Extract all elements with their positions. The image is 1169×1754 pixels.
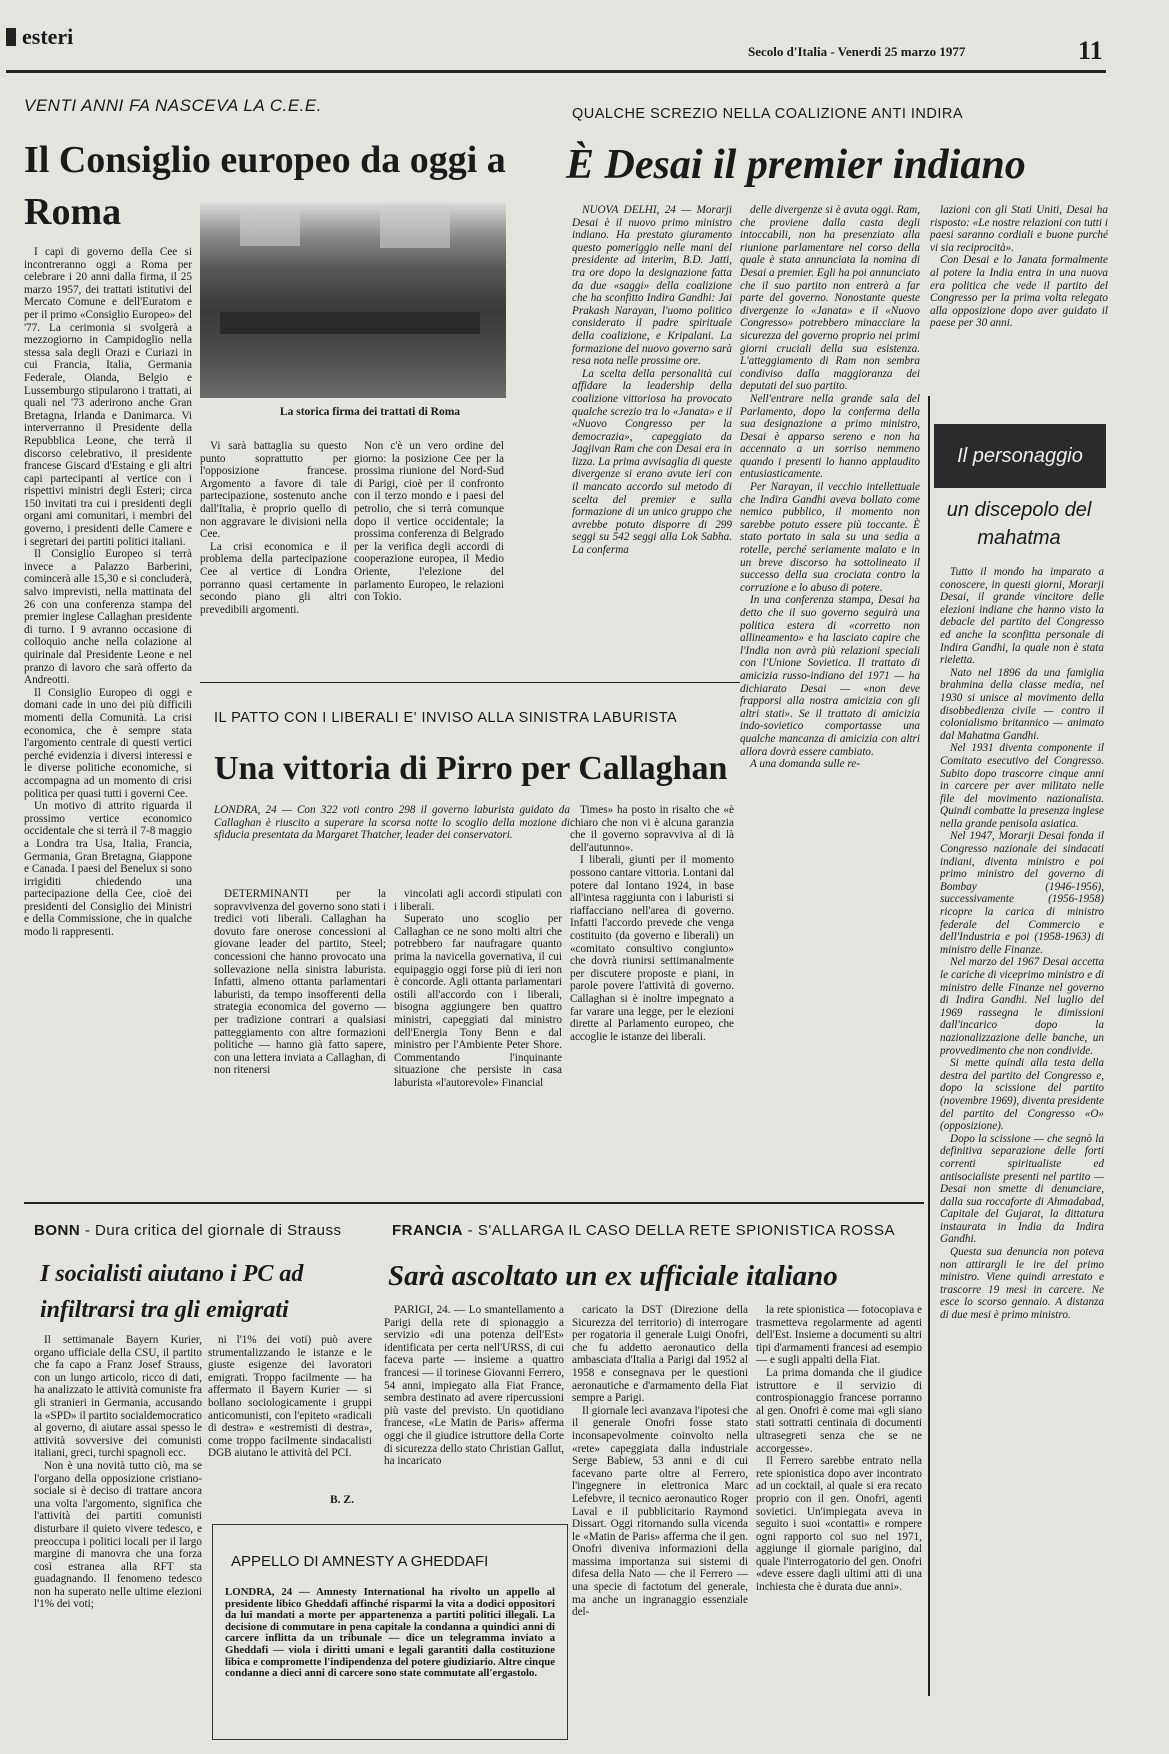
desai-column-3 [930, 204, 1108, 400]
cee-paragraph: Un motivo di attrito riguarda il prossimo vertice economico occidentale che si terrà il 7-8 maggio a Londra tra Usa, Italia, Francia, Germania, Gran Bretagna, Giappone e Canada. I paesi del Benelux si sono irrigiditi chiedendo una partecipazione della Cee, cioè dei presidenti del Consiglio dei Ministri e della Commissione, che in qualche modo li rappresenti. [24, 800, 192, 939]
personaggio-body [940, 566, 1104, 1696]
section-marker [6, 28, 16, 46]
desai-paragraph: lazioni con gli Stati Uniti, Desai ha risposto: «Le nostre relazioni con tutti i paesi saranno cordiali e buone purché vi sia reciprocità». [930, 204, 1108, 254]
sidebar-rule [928, 396, 930, 1696]
cee-paragraph: Il Consiglio Europeo di oggi e domani cade in uno dei più difficili momenti della Comunità. La crisi economica, che è sempre stata l'argomento centrale di questi vertici perché evidenzia i diversi interessi e le diverse politiche economiche, si accompagna ad un momento di crisi politica per quasi tutti i governi Cee. [24, 686, 192, 800]
bonn-paragraph: Il settimanale Bayern Kurier, organo ufficiale della CSU, il partito che fa capo a Franz Josef Strauss, con un lungo articolo, ricco di dati, ha analizzato le attività comuniste fra gli stranieri in Germania, accusando la «SPD» il partito socialdemocratico al governo, di aiutare assai spesso le attività sovversive dei comunisti italiani, greci, turchi spagnoli ecc. [34, 1334, 202, 1460]
cee-kicker: VENTI ANNI FA NASCEVA LA C.E.E. [24, 96, 322, 115]
photo-window [380, 206, 450, 248]
personaggio-paragraph: Nel 1931 diventa componente il Comitato esecutivo del Congresso. Subito dopo trascorre cinque anni in carcere per aver militato nelle file del movimento nazionalista. Quindi combatte la presenza inglese nella grande penisola asiatica. [940, 742, 1104, 830]
bonn-kicker-place: BONN [34, 1222, 81, 1239]
cee-photo-caption: La storica firma dei trattati di Roma [279, 406, 461, 418]
desai-column-2 [740, 204, 920, 1204]
francia-paragraph: PARIGI, 24. — Lo smantellamento a Parigi della rete di spionaggio a servizio «di una potenza dell'Est» identificata per certa nell'URSS, di cui faceva parte — insieme a quattro francesi — il torinese Giovanni Ferrero, 54 anni, impiegato alla Fiat France, sembra destinato ad avere ripercussioni più vaste del previsto. Un quotidiano francese, «Le Matin de Paris» afferma oggi che il giudice istruttore della Corte di sicurezza dello stato Christian Gallut, ha incaricato [384, 1304, 564, 1468]
desai-paragraph: NUOVA DELHI, 24 — Morarji Desai è il nuovo primo ministro indiano. Ha prestato giuramento questo pomeriggio nelle mani del presidente ad interim, B.D. Jatti, tra ore dopo la designazione fatta da due «saggi» della coalizione che ha sconfitto Indira Gandhi: Jai Prakash Narayan, l'uomo politico considerato il padre spirituale della coalizione, e Kripalani. La formazione del nuovo governo sarà resa nota nelle prossime ore. [572, 204, 732, 368]
bonn-column-1 [34, 1334, 202, 1740]
personaggio-paragraph: Nato nel 1896 da una famiglia brahmina della classe media, nel 1930 si unisce al movimento della disobbedienza civile — contro il colonialismo britannico — animato dal Mahatma Gandhi. [940, 666, 1104, 742]
bonn-paragraph: ni l'1% dei voti) può avere strumentalizzando le istanze e le giuste esigenze dei lavoratori emigrati. Troppo facilmente — ha affermato il Bayern Kurier — si bollano sociologicamente i gruppi anticomunisti, con l'epiteto «radicali di destra» e «estremisti di destra», come troppo facilmente sindacalisti DGB aiutano le attività del PCI. [208, 1334, 372, 1460]
francia-kicker [392, 1222, 895, 1239]
personaggio-paragraph: Nel marzo del 1967 Desai accetta le cariche di viceprimo ministro e di ministro delle Finanze nel governo di Indira Gandhi. Nel luglio del 1969 rassegna le dimissioni dall'incarico dopo la nazionalizzazione delle banche, un provvedimento che non condivide. [940, 956, 1104, 1057]
cee-headline: Il Consiglio europeo da oggi a Roma [24, 139, 506, 233]
francia-column-2 [572, 1304, 748, 1740]
callaghan-column-1 [214, 888, 386, 1194]
desai-paragraph: delle divergenze si è avuta oggi. Ram, che proviene dalla casta degli intoccabili, non ha presenziato alla riunione parlamentare nel corso della quale è stata annunciata la nomina di Desai a premier. Egli ha poi annunciato che il suo partito non entrerà a far parte del governo. Nonostante queste divergenze lo «Janata» e il «Nuovo Congresso» potrebbero minacciare la sicurezza del governo proprio nei primi giorni cruciali della sua esistenza. L'atteggiamento di Ram non sembra condiviso dalla maggioranza dei deputati del suo partito. [740, 204, 920, 393]
bonn-kicker-text: - Dura critica del giornale di Strauss [84, 1222, 342, 1239]
cee-column-3 [354, 440, 504, 670]
francia-paragraph: caricato la DST (Direzione della Sicurezza del territorio) di interrogare per rogatoria il generale Luigi Onofri, che fu addetto aeronautico della ambasciata d'Italia a Parigi dal 1952 al 1958 e consegnava per le questioni aeronautiche e d'armamento della Fiat sempre a Parigi. [572, 1304, 748, 1405]
bonn-kicker [34, 1222, 341, 1239]
francia-column-1 [384, 1304, 564, 1518]
desai-paragraph: La scelta della personalità cui affidare la leadership della coalizione vittoriosa ha provocato qualche screzio tra lo «Janata» e il «Nuovo Congresso per la democrazia», capeggiato da Jagjivan Ram che con Desai era in lizza. La prima avvisaglia di queste divergenze si erano avute ieri con il mancato accordo sul metodo di scelta del premier e sulla formazione di un unico gruppo che avrebbe potuto disporre di 299 seggi su 542 seggi alla Lok Sabha. La conferma [572, 367, 732, 557]
amnesty-box [212, 1524, 568, 1740]
cee-paragraph: La crisi economica e il problema della partecipazione Cee al vertice di Londra porranno quasi certamente in secondo piano gli altri prevedibili argomenti. [200, 540, 347, 616]
callaghan-paragraph: I liberali, giunti per il momento possono cantare vittoria. Lontani dal potere dal lontano 1924, in base all'intesa raggiunta con i laburisti si riaffacciano nell'area di governo. Infatti l'accordo prevede che venga costituito (da governo e liberali) un «comitato consultivo congiunto» che dovrà riunirsi settimanalmente per discutere proposte e piani, in parole povere l'attività di governo. Callaghan si è inoltre impegnato a far varare una legge, per le elezioni dirette al Parlamento europeo, che accoglie le istanze dei liberali. [570, 854, 734, 1043]
desai-paragraph: Con Desai e lo Janata formalmente al potere la India entra in una nuova era politica che vede il partito del Congresso per la prima volta relegato alla opposizione dopo aver guidato il paese per 30 anni. [930, 254, 1108, 330]
personaggio-tag: Il personaggio [934, 424, 1106, 488]
cee-paragraph: I capi di governo della Cee si incontreranno oggi a Roma per celebrare i 20 anni dalla firma, il 25 marzo 1957, dei trattati istitutivi del Mercato Comune e dell'Euratom e per il primo «Consiglio Europeo» del '77. La cerimonia si svolgerà a mezzogiorno in Campidoglio nella stessa sala degli Orazi e Curiazi in cui Francia, Italia, Germania Federale, Olanda, Belgio e Lussemburgo stipularono i trattati, ai quali nel '73 aderirono anche Gran Bretagna, Irlanda e Danimarca. Vi interverranno il Presidente della Repubblica Leone, che terrà il discorso celebrativo, il presidente francese Giscard d'Estaing e gli altri capi partecipanti al vertice con i rispettivi ministri degli Esteri; circa 150 invitati tra cui i presidenti degli organi ami comunitari, i membri del governo, i presidenti delle Camere e i segretari dei partiti politici italiani. [24, 246, 192, 548]
personaggio-title: un discepolo del mahatma [946, 499, 1092, 549]
desai-headline: È Desai il premier indiano [566, 142, 1026, 188]
desai-paragraph: In una conferenza stampa, Desai ha detto che il suo governo seguirà una politica estera di «corretto non allineamento» e ha lasciato capire che l'India non avrà più relazioni speciali con l'Unione Sovietica. Il trattato di amicizia russo-indiano del 1971 — ha dichiarato Desai — «non deve frapporsi alla nostra amicizia con gli altri stati». Se il trattato di amicizia indo-sovietico comportasse una qualche mancanza di amicizia con altri allora dovrà essere cambiato. [740, 594, 920, 758]
cee-column-1 [24, 246, 192, 1266]
callaghan-paragraph: DETERMINANTI per la sopravvivenza del governo sono stati i tredici voti liberali. Callaghan ha dovuto fare onerose concessioni al giovane leader del partito, Steel; concessioni che hanno provocato una sollevazione nella sinistra laburista. Infatti, almeno ottanta parlamentari laburisti, da tempo insofferenti della strategia economica del governo — per tradizione contrari a qualsiasi patteggiamento con altre formazioni politiche — hanno già fatto sapere, con una lettera inviata a Callaghan, di non ritenersi [214, 888, 386, 1077]
francia-kicker-place: FRANCIA [392, 1222, 463, 1239]
desai-paragraph: A una domanda sulle re- [750, 758, 861, 771]
callaghan-kicker: IL PATTO CON I LIBERALI E' INVISO ALLA SINISTRA LABURISTA [214, 710, 678, 726]
cee-paragraph: Vi sarà battaglia su questo punto soprattutto per l'opposizione francese. Argomento a favore di tale partecipazione, sostenuto anche dall'Italia, è proprio quello di non aggravare le divisioni nella Cee. [200, 440, 347, 541]
header-rule [6, 70, 1106, 73]
cee-paragraph: Non c'è un vero ordine del giorno: la posizione Cee per la prossima riunione del Nord-Sud di Parigi, cioè per il confronto con il terzo mondo e i paesi del petrolio, che si terrà comunque dopo il vertice occidentale; la prossima conferenza di Belgrado per la verifica degli accordi di cooperazione europea, il Medio Oriente, l'elezione del parlamento Europeo, le relazioni con Tokio. [354, 440, 504, 604]
callaghan-column-3 [570, 804, 734, 1194]
callaghan-paragraph: Superato uno scoglio per Callaghan ce ne sono molti altri che potrebbero far naufragare quanto prima la navicella governativa, il cui equipaggio oggi forse più di ieri non è concorde. Agli ottanta parlamentari ostili all'accordo con i liberali, bisogna aggiungere ben quattro ministri, capeggiati dal ministro dell'Energia Tony Benn e dal ministro per l'Ambiente Peter Shore. Commentando l'inquinante situazione che persiste in casa laburista «l'autorevole» Financial [394, 913, 562, 1089]
photo-table [220, 312, 480, 334]
callaghan-paragraph: Times» ha posto in risalto che «è chiaro che non vi è alcuna garanzia che il governo sopravviva al di là dell'autunno». [570, 804, 734, 854]
francia-kicker-text: - S'ALLARGA IL CASO DELLA RETE SPIONISTICA ROSSA [467, 1222, 895, 1239]
bonn-paragraph: Non è una novità tutto ciò, ma se l'organo della opposizione cristiano-sociale si è deciso di trattare ancora una volta l'argomento, significa che l'attività dei partiti comunisti disturbare il quieto vivere tedesco, e preoccupa i politici locali per il largo margine di manovra che una forza così estranea alla RFT sta guadagnando. Il fenomeno tedesco non ha superato nelle ultime elezioni l'1% dei voti; [34, 1459, 202, 1611]
francia-paragraph: Il Ferrero sarebbe entrato nella rete spionistica dopo aver incontrato ad un cocktail, al quale si era recato proprio con il gen. Onofri, agenti sovietici. Un'impiegata aveva in seguito i suoi «contatti» e rompere ogni rapporto col suo nel 1971, aggiunge il giornale parigino, dal quale l'interrogatorio del gen. Onofri «deve essere dagli ultimi atti di una inchiesta che è durata due anni». [756, 1455, 922, 1594]
cee-photo [200, 202, 506, 398]
francia-paragraph: Il giornale leci avanzava l'ipotesi che il generale Onofri fosse stato inconsapevolmente coinvolto nella «rete» capeggiata dalla industriale Serge Babiew, 53 anni e di cui facevano parte oltre al Ferrero, l'ingegnere in elettronica Marc Lefebvre, il tecnico aeronautico Roger Laval e il pubblicitario Raymond Dissart. Oggi ritornando sulla vicenda le «Matin de Paris» afferma che il gen. Onofri diveniva informazioni della massima importanza sui sistemi di difesa della Nato — che il Ferrero — una specie di factotum del generale, ma anche un ingranaggio essenziale del- [572, 1404, 748, 1619]
bonn-headline: I socialisti aiutano i PC ad infiltrarsi tra gli emigrati [40, 1261, 304, 1323]
amnesty-text: LONDRA, 24 — Amnesty International ha rivolto un appello al presidente libico Gheddafi affinché risparmi la vita a dodici oppositori da lui mandati a morte per appartenenza a partiti politici illegali. La decisione di commutare in pena capitale la condanna a quindici anni di carcere inflitta da un tribunale — dice un telegramma inviato a Gheddafi — viola i diritti umani e legali garantiti dalla costituzione libica e compromette l'indipendenza del potere giudiziario. Altre cinque condanne a dieci anni di carcere sono state commutate all'ergastolo. [225, 1587, 555, 1680]
date-line: Secolo d'Italia - Venerdi 25 marzo 1977 [748, 44, 966, 59]
page-number: 11 [1078, 36, 1103, 65]
cee-paragraph: Il Consiglio Europeo si terrà invece a Palazzo Barberini, comincerà alle 15,30 e si concluderà, salvo imprevisti, nella mattinata del 26 con una conferenza stampa del premier inglese Callaghan presidente di turno. I 9 avranno occasione di colloquio anche nella colazione al quirinale dal Presidente Leone e nel pranzo di lavoro che sarà offerto da Andreotti. [24, 548, 192, 687]
photo-window [240, 208, 300, 246]
desai-paragraph: Per Narayan, il vecchio intellettuale che Indira Gandhi aveva bollato come nemico pubblico, il momento non sarebbe potuto essere più toccante. È stato portato in sala su una sedia a rotelle, perché seriamente malato e in un breve discorso ha sottolineato il successo della sua crociata contro la corruzione e lo abuso di potere. [740, 481, 920, 594]
personaggio-paragraph: Tutto il mondo ha imparato a conoscere, in questi giorni, Morarji Desai, il grande vincitore delle elezioni indiane che hanno visto la debacle del partito del Congresso ed anche la sconfitta personale di Indira Gandhi, la quale non è stata rieletta. [940, 566, 1104, 667]
personaggio-paragraph: Questa sua denuncia non poteva non attirargli le ire del primo ministro. Viene quindi arrestato e trascorre 19 mesi in carcere. Ne esce lo scorso gennaio. A distanza di due mesi è primo ministro. [940, 1246, 1104, 1322]
bottom-rule [24, 1202, 924, 1204]
francia-paragraph: La prima domanda che il giudice istruttore e il servizio di controspionaggio francese porranno al gen. Onofri è come mai «gli siano stati sottratti centinaia di documenti ultrasegreti senza che se ne accorgesse». [756, 1366, 922, 1455]
amnesty-headline: APPELLO DI AMNESTY A GHEDDAFI [231, 1553, 489, 1570]
personaggio-paragraph: Si mette quindi alla testa della destra del partito del Congresso e, dopo la scissione del partito (novembre 1969), diventa presidente del partito del Congresso «O» (opposizione). [940, 1057, 1104, 1133]
francia-paragraph: la rete spionistica — fotocopiava e trasmetteva regolarmente ad agenti dell'Est. Insieme a documenti su altri tipi d'armamenti francesi ad esempio — e sugli appalti della Fiat. [756, 1304, 922, 1367]
francia-headline: Sarà ascoltato un ex ufficiale italiano [388, 1260, 838, 1292]
desai-kicker: QUALCHE SCREZIO NELLA COALIZIONE ANTI INDIRA [572, 106, 964, 122]
francia-column-3 [756, 1304, 922, 1740]
section-title: esteri [22, 24, 74, 49]
personaggio-paragraph: Nel 1947, Morarji Desai fonda il Congresso nazionale dei sindacati indiani, diventa ministro e poi primo ministro del governo di Bombay (1946-1956), successivamente (1956-1958) ricopre la carica di ministro federale del Commercio e dell'Industria e poi (1958-1963) di ministro delle Finanze. [940, 830, 1104, 956]
callaghan-lead: LONDRA, 24 — Con 322 voti contro 298 il governo laburista guidato da Callaghan è riuscito a superare la scorsa notte lo scoglio della mozione di sfiducia presentata da Margaret Thatcher, leader dei conservatori. [214, 804, 570, 842]
desai-column-1 [572, 204, 732, 670]
personaggio-paragraph: Dopo la scissione — che segnò la definitiva separazione delle forti correnti spiritualiste ed antisocialiste presenti nel partito — Desai non smette di denunciare, dalla sua roccaforte di Ahmadabad, Capitale del Gujarat, la dittatura instaurata in India da Indira Gandhi. [940, 1132, 1104, 1246]
callaghan-column-2 [394, 888, 562, 1194]
bonn-signature: B. Z. [330, 1494, 354, 1506]
callaghan-headline: Una vittoria di Pirro per Callaghan [214, 750, 728, 787]
desai-paragraph: Nell'entrare nella grande sala del Parlamento, dopo la conferma della sua designazione a primo ministro, Desai è apparso sereno e non ha accennato a un sorriso nemmeno quando i presenti lo hanno applaudito entusiasticamente. [740, 392, 920, 481]
bonn-column-2 [208, 1334, 372, 1490]
callaghan-paragraph: vincolati agli accordi stipulati con i liberali. [394, 888, 562, 913]
callaghan-top-rule [200, 682, 740, 683]
cee-column-2 [200, 440, 347, 670]
